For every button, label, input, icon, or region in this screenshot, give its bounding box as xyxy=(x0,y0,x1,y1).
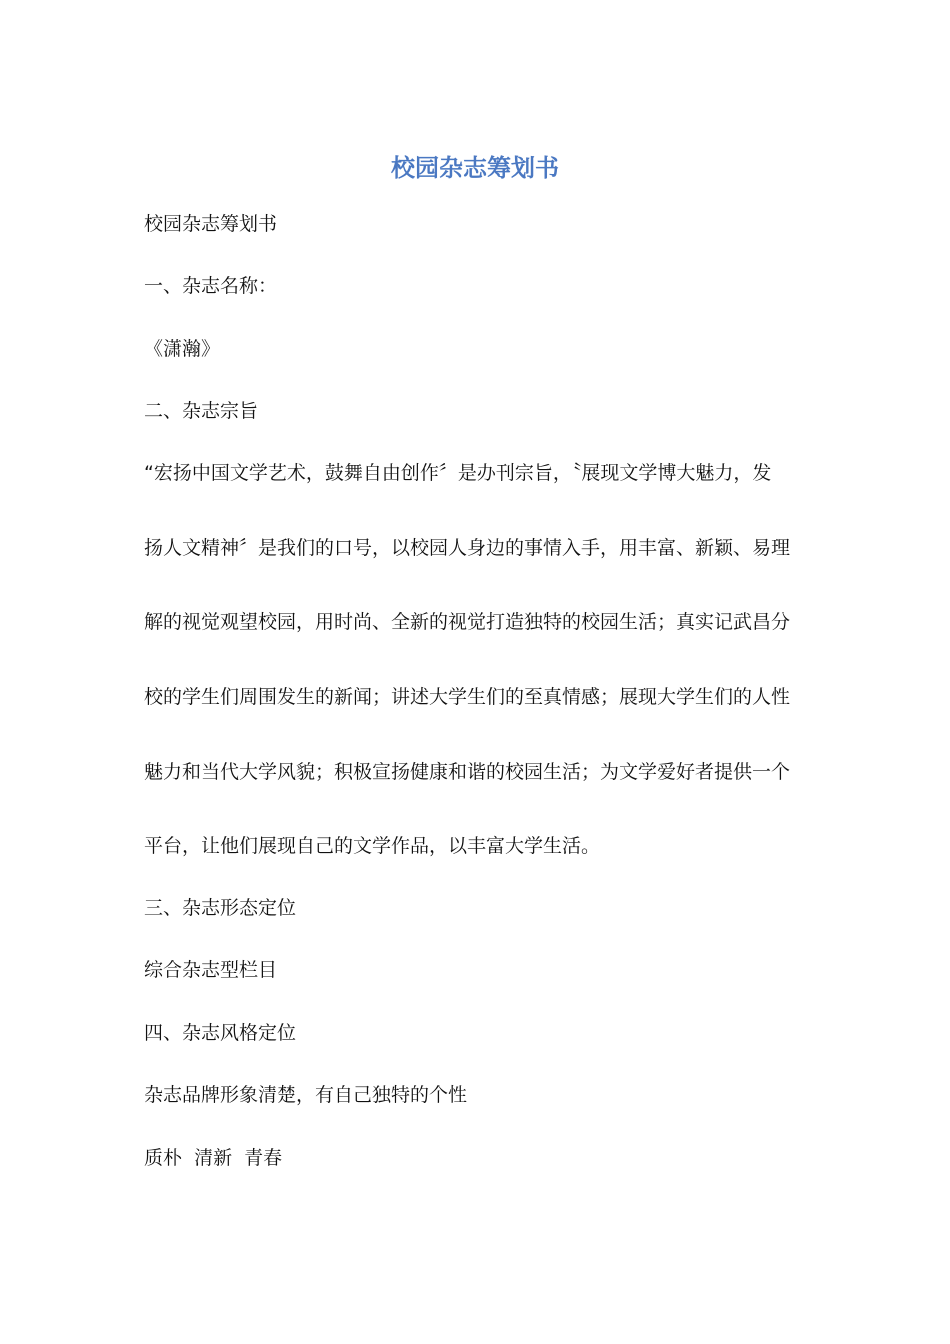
purpose-paragraph-line: 平台，让他们展现自己的文学作品，以丰富大学生活。 xyxy=(144,835,601,857)
purpose-paragraph-line: “宏扬中国文学艺术，鼓舞自由创作〞是办刊宗旨，〝展现文学博大魅力，发 xyxy=(144,462,772,484)
purpose-paragraph-line: 校的学生们周围发生的新闻；讲述大学生们的至真情感；展现大学生们的人性 xyxy=(144,686,791,708)
style-description-text: 杂志品牌形象清楚，有自己独特的个性 xyxy=(144,1084,468,1106)
style-keywords-text: 质朴 清新 青春 xyxy=(144,1147,283,1169)
section-3-heading: 三、杂志形态定位 xyxy=(144,897,297,919)
section-2-heading: 二、杂志宗旨 xyxy=(144,400,259,422)
section-1-heading: 一、杂志名称： xyxy=(144,275,278,297)
purpose-paragraph-line: 魅力和当代大学风貌；积极宣扬健康和谐的校园生活；为文学爱好者提供一个 xyxy=(144,761,791,783)
section-4-heading: 四、杂志风格定位 xyxy=(144,1022,297,1044)
form-positioning-text: 综合杂志型栏目 xyxy=(144,959,278,981)
purpose-paragraph-line: 扬人文精神〞是我们的口号，以校园人身边的事情入手，用丰富、新颖、易理 xyxy=(144,537,791,559)
magazine-name: 《潇瀚》 xyxy=(144,338,221,360)
document-subtitle: 校园杂志筹划书 xyxy=(144,213,278,235)
document-title: 校园杂志筹划书 xyxy=(391,153,559,182)
purpose-paragraph-line: 解的视觉观望校园，用时尚、全新的视觉打造独特的校园生活；真实记武昌分 xyxy=(144,611,791,633)
